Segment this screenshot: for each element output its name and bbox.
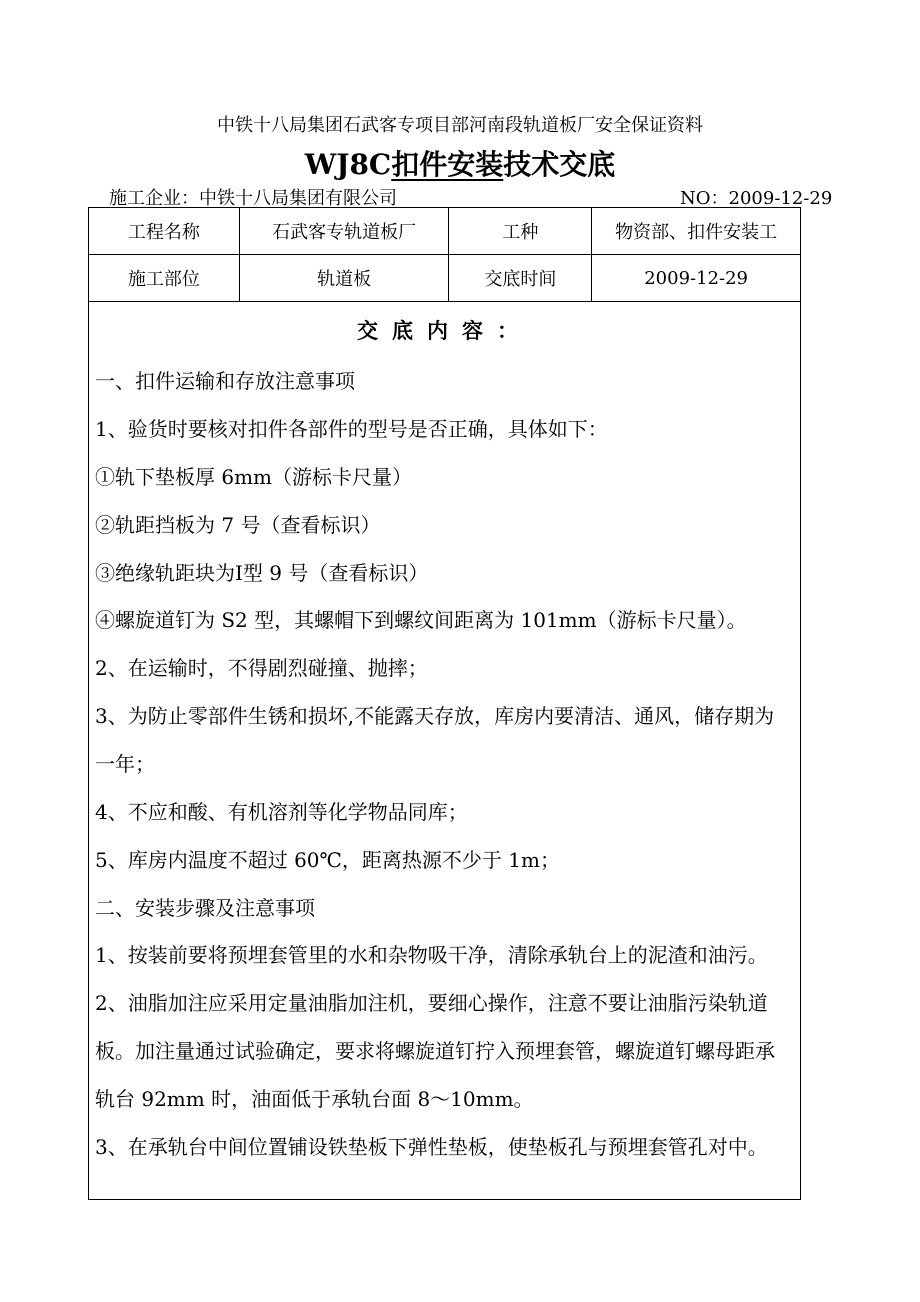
content-line: 5、库房内温度不超过 60℃，距离热源不少于 1m；	[95, 848, 560, 872]
content-line: 2、在运输时，不得剧烈碰撞、抛摔；	[95, 656, 428, 680]
document-title	[0, 143, 920, 183]
table-row	[89, 208, 801, 255]
info-table	[88, 207, 801, 302]
date-label: 交底时间	[449, 255, 592, 302]
date-value: 2009-12-29	[592, 255, 801, 302]
content-line: 1、按装前要将预埋套管里的水和杂物吸干净，清除承轨台上的泥渣和油污。	[95, 943, 768, 967]
content-box	[88, 301, 801, 1200]
content-line: ②轨距挡板为 7 号（查看标识）	[95, 513, 381, 537]
content-line: 4、不应和酸、有机溶剂等化学物品同库；	[95, 800, 468, 824]
content-line: 轨台 92mm 时，油面低于承轨台面 8～10mm。	[95, 1087, 534, 1111]
content-line: 1、验货时要核对扣件各部件的型号是否正确，具体如下：	[95, 417, 608, 441]
content-line: 3、为防止零部件生锈和损坏,不能露天存放，库房内要清洁、通风，储存期为	[95, 704, 775, 728]
content-line: 一年；	[95, 752, 155, 776]
company-label: 施工企业：中铁十八局集团有限公司	[109, 188, 397, 209]
content-line: ③绝缘轨距块为Ⅰ型 9 号（查看标识）	[95, 561, 429, 585]
content-heading: 交底内容：	[357, 318, 532, 343]
project-name-value: 石武客专轨道板厂	[239, 208, 449, 255]
location-value: 轨道板	[239, 255, 449, 302]
document-number: NO：2009-12-29	[680, 188, 833, 209]
content-line: 2、油脂加注应采用定量油脂加注机，要细心操作，注意不要让油脂污染轨道	[95, 991, 768, 1015]
location-label: 施工部位	[89, 255, 240, 302]
content-line: 板。加注量通过试验确定，要求将螺旋道钉拧入预埋套管，螺旋道钉螺母距承	[95, 1039, 775, 1063]
table-row	[89, 255, 801, 302]
content-line: 一、扣件运输和存放注意事项	[95, 369, 355, 393]
document-header: 中铁十八局集团石武客专项目部河南段轨道板厂安全保证资料	[217, 115, 703, 136]
content-line: ④螺旋道钉为 S2 型，其螺帽下到螺纹间距离为 101mm（游标卡尺量）。	[95, 608, 747, 632]
content-line: 二、安装步骤及注意事项	[95, 896, 315, 920]
title-underlined: 扣件安装	[391, 148, 504, 181]
work-type-label: 工种	[449, 208, 592, 255]
content-line: 3、在承轨台中间位置铺设铁垫板下弹性垫板，使垫板孔与预埋套管孔对中。	[95, 1135, 768, 1159]
title-code: WJ8C	[304, 148, 392, 181]
work-type-value: 物资部、扣件安装工	[592, 208, 801, 255]
project-name-label: 工程名称	[89, 208, 240, 255]
content-line: ①轨下垫板厚 6mm（游标卡尺量）	[95, 465, 413, 489]
title-rest: 技术交底	[503, 148, 616, 181]
